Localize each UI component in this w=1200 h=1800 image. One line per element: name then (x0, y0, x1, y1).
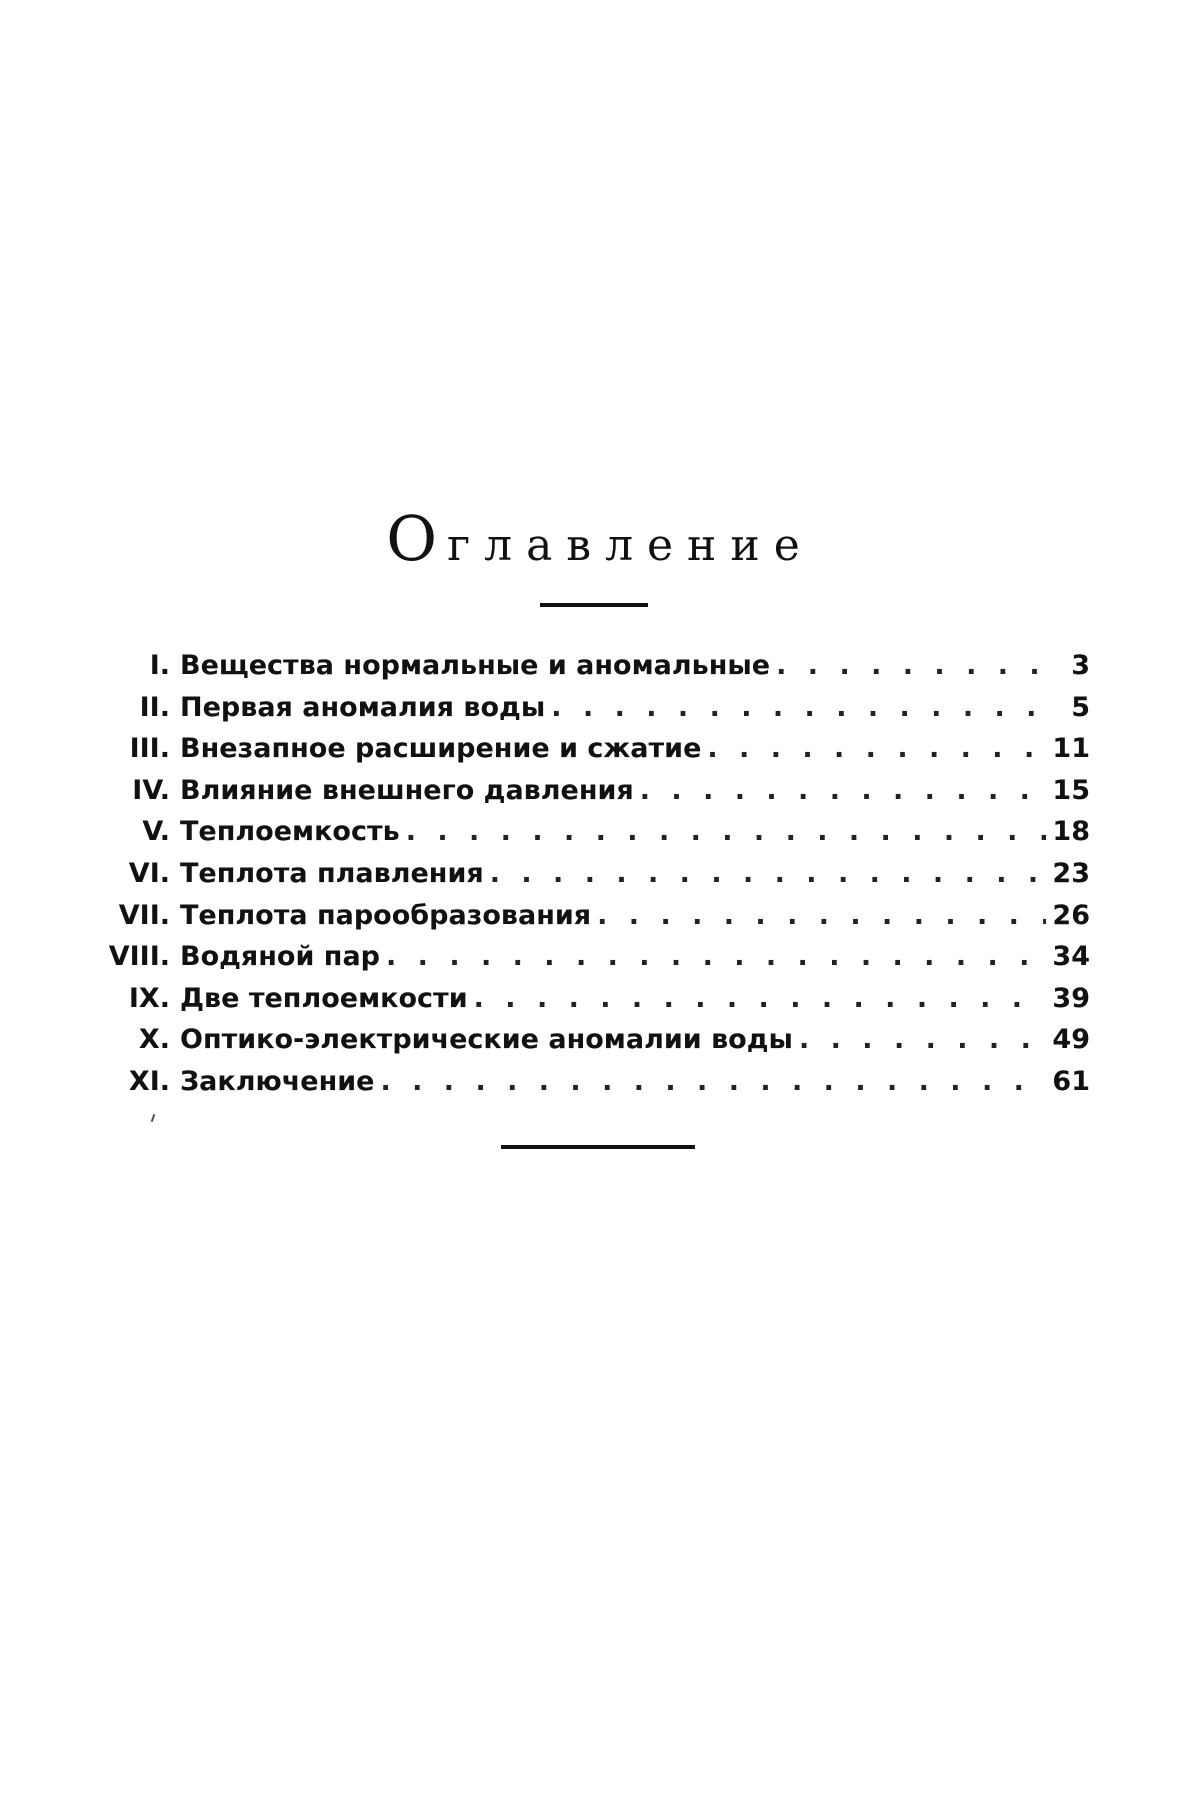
toc-entry[interactable] (100, 645, 1090, 687)
chapter-title: Заключение (180, 1065, 375, 1097)
chapter-title: Внезапное расширение и сжатие (180, 733, 702, 765)
page-number: 3 (1071, 650, 1090, 681)
toc-entry[interactable] (100, 811, 1090, 853)
page-number: 61 (1052, 1065, 1090, 1097)
chapter-title: Оптико-электрические аномалии воды (180, 1024, 793, 1056)
page-number: 18 (1052, 816, 1090, 848)
toc-entry[interactable] (100, 936, 1090, 978)
print-speck (151, 1114, 156, 1122)
chapter-number: II. (139, 691, 170, 723)
chapter-number: V. (142, 816, 170, 848)
chapter-number: VII. (118, 899, 170, 931)
page-number: 15 (1052, 774, 1090, 806)
page-number: 23 (1052, 857, 1090, 889)
dot-leader (597, 895, 1046, 937)
dot-leader (707, 728, 1046, 770)
dot-leader (474, 978, 1047, 1020)
chapter-number: VIII. (108, 941, 170, 973)
chapter-title: Теплоемкость (180, 816, 400, 848)
page-number: 49 (1052, 1024, 1090, 1056)
toc-entry[interactable] (100, 728, 1090, 770)
toc-entry[interactable] (100, 770, 1090, 812)
dot-leader (490, 853, 1047, 895)
chapter-number: IV. (132, 774, 170, 806)
dot-leader (551, 687, 1054, 729)
page-number: 34 (1052, 941, 1090, 973)
chapter-title: Теплота парообразования (180, 899, 592, 931)
top-divider (540, 603, 648, 607)
page-title (0, 502, 1200, 575)
chapter-number: XI. (128, 1065, 170, 1097)
chapter-number: IX. (128, 982, 170, 1014)
dot-leader (776, 645, 1054, 687)
toc-entry[interactable] (100, 1061, 1090, 1103)
dot-leader (380, 1061, 1046, 1103)
dot-leader (799, 1019, 1046, 1061)
bottom-divider (501, 1145, 695, 1149)
chapter-title: Первая аномалия воды (180, 691, 546, 723)
chapter-title: Влияние внешнего давления (180, 774, 634, 806)
page-number: 5 (1071, 691, 1090, 723)
page-number: 39 (1052, 982, 1090, 1014)
toc-entry[interactable] (100, 1019, 1090, 1061)
chapter-title: Две теплоемкости (180, 982, 468, 1014)
toc-entry[interactable] (100, 687, 1090, 729)
page-number: 26 (1052, 899, 1090, 931)
dot-leader (386, 936, 1046, 978)
chapter-number: III. (129, 733, 170, 765)
dot-leader (406, 811, 1047, 853)
toc-entry[interactable] (100, 978, 1090, 1020)
page-title-initial: О (386, 502, 448, 575)
chapter-number: X. (138, 1024, 170, 1056)
toc-entry[interactable] (100, 895, 1090, 937)
chapter-title: Водяной пар (180, 941, 380, 973)
toc-entry[interactable] (100, 853, 1090, 895)
dot-leader (640, 770, 1047, 812)
chapter-number: I. (149, 650, 170, 681)
chapter-title: Теплота плавления (180, 857, 484, 889)
page-title-rest: главление (447, 520, 814, 571)
chapter-number: VI. (128, 857, 170, 889)
chapter-title: Вещества нормальные и аномальные (180, 650, 771, 681)
page-number: 11 (1052, 733, 1090, 765)
table-of-contents (100, 645, 1090, 1103)
